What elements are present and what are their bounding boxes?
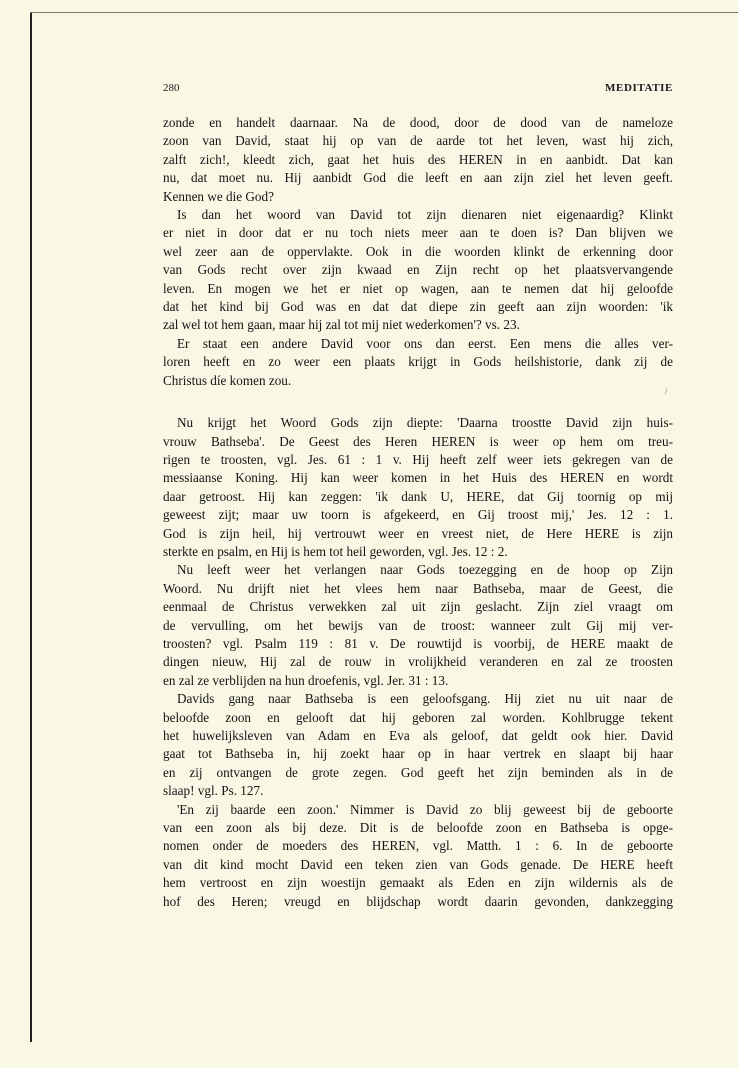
running-header: [163, 82, 673, 98]
stray-mark: /: [665, 387, 668, 396]
text-line: rigen te troosten, vgl. Jes. 61 : 1 v. Hij heeft zelf weer iets gekregen van de: [163, 451, 673, 467]
page-number: 280: [163, 82, 180, 94]
text-line: van een zoon als bij deze. Dit is de beloofde zoon en Bathseba is opge-: [163, 820, 673, 836]
text-line: Nu krijgt het Woord Gods zijn diepte: 'Daarna troostte David zijn huis-: [177, 415, 673, 431]
text-line: Is dan het woord van David tot zijn dienaren niet eigenaardig? Klinkt: [177, 207, 673, 223]
text-line: het huwelijksleven van Adam en Eva als geloof, dat geldt ook hier. David: [163, 728, 673, 743]
text-line: nu, dat moet nu. Hij aanbidt God die leeft en aan zijn ziel het leven geeft.: [163, 170, 673, 186]
text-line: daar getroost. Hij kan zeggen: 'ik dank U, HERE, dat Gij toornig op mij: [163, 488, 673, 504]
text-line: gaat tot Bathseba in, hij zoekt haar op in haar vertrek en slaapt bij haar: [163, 746, 673, 762]
text-line: loren heeft en zo weer een plaats krijgt in Gods heilshistorie, dank zij de: [163, 354, 673, 370]
text-line: hem vertroost en zijn woestijn gemaakt als Eden en zijn wildernis als de: [163, 875, 673, 891]
section-gap: [163, 402, 673, 414]
text-line: dat het kind bij God was en dat dat diepe zin geeft aan zijn woorden: 'ik: [163, 299, 673, 315]
text-line: Davids gang naar Bathseba is een geloofsgang. Hij ziet nu uit naar de: [177, 691, 673, 707]
text-line: van Gods recht over zijn kwaad en Zijn recht op het plaatsvervangende: [163, 262, 673, 278]
text-line: Er staat een andere David voor ons dan eerst. Een mens die alles ver-: [177, 335, 673, 351]
text-line: geweest zijt; maar uw toorn is afgekeerd, en Gij troost mij,' Jes. 12 : 1.: [163, 507, 673, 523]
text-line: hof des Heren; vreugd en blijdschap wordt daarin gevonden, dankzegging: [163, 893, 673, 909]
text-line: er niet in door dat er nu toch niets meer aan te doen is? Dan blijven we: [163, 225, 673, 241]
text-line: en zal ze verblijden na hun droefenis, vgl. Jer. 31 : 13.: [163, 672, 449, 688]
text-line: Woord. Nu drijft niet het vlees hem naar Bathseba, maar de Geest, die: [163, 580, 673, 596]
text-line: zonde en handelt daarnaar. Na de dood, door de dood van de nameloze: [163, 115, 673, 130]
text-line: leven. En mogen we het er niet op wagen, aan te nemen dat hij geloofde: [163, 280, 673, 296]
text-line: de vervulling, om het bewijs van de troost: wanneer zult Gij mij ver-: [163, 617, 673, 633]
text-line: eenmaal de Christus verwekken zal uit zijn geslacht. Zijn ziel vraagt om: [163, 599, 673, 615]
text-line: van dit kind mocht David een teken zien van Gods genade. De HERE heeft: [163, 856, 673, 872]
section-gap: [163, 387, 673, 402]
scan-edge-left: [30, 12, 32, 1042]
text-line: zalft zich!, kleedt zich, gaat het huis des HEREN in en aanbidt. Dat kan: [163, 151, 673, 167]
text-line: wel zeer aan de oppervlakte. Ook in die woorden klinkt de erkenning door: [163, 243, 673, 259]
text-line: zal wel tot hem gaan, maar hij zal tot mij niet wederkomen'? vs. 23.: [163, 317, 520, 333]
text-line: 'En zij baarde een zoon.' Nimmer is David zo blij geweest bij de geboorte: [177, 801, 673, 817]
text-line: nomen onder de moeders des HEREN, vgl. Matth. 1 : 6. In de geboorte: [163, 838, 673, 854]
text-line: beloofde zoon en gelooft dat hij geboren zal worden. Kohlbrugge tekent: [163, 709, 673, 725]
running-title: MEDITATIE: [605, 82, 673, 94]
text-line: slaap! vgl. Ps. 127.: [163, 783, 264, 799]
text-line: Kennen we die God?: [163, 188, 274, 204]
text-line: zoon van David, staat hij op van de aarde tot het leven, wast hij zich,: [163, 133, 673, 149]
text-line: dingen nieuw, Hij zal de rouw in vrolijkheid veranderen en zal ze troosten: [163, 654, 673, 670]
body-text: [163, 114, 673, 911]
text-line: sterkte en psalm, en Hij is hem tot heil geworden, vgl. Jes. 12 : 2.: [163, 543, 508, 559]
text-line: en zij ontvangen de grote zegen. God geeft het zijn beminden als in de: [163, 764, 673, 780]
text-line: vrouw Bathseba'. De Geest des Heren HEREN is weer op hem om treu-: [163, 433, 673, 449]
text-line: God is zijn heil, hij vertrouwt weer en vreest niet, de Here HERE is zijn: [163, 525, 673, 541]
text-line: messiaanse Koning. Hij kan weer komen in het Huis des HEREN en wordt: [163, 470, 673, 486]
scan-edge-top: [30, 12, 738, 13]
text-line: Christus díe komen zou.: [163, 372, 292, 388]
text-line: troosten? vgl. Psalm 119 : 81 v. De rouwtijd is voorbij, de HERE maakt de: [163, 635, 673, 651]
text-line: Nu leeft weer het verlangen naar Gods toezegging en de hoop op Zijn: [177, 562, 673, 578]
